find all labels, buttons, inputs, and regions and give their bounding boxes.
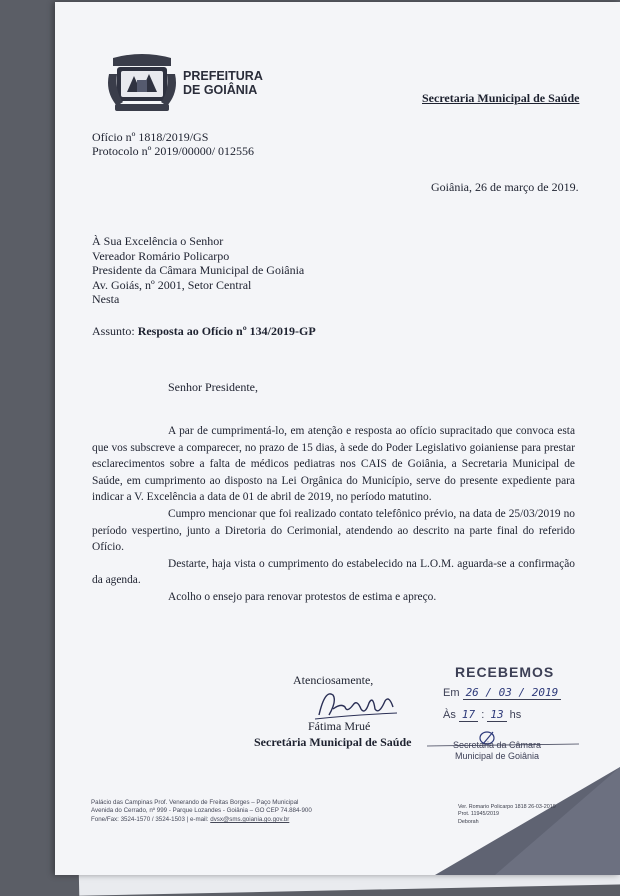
stamp-footer-line: Secretaria da Câmara	[453, 740, 542, 750]
stamp-footer	[453, 740, 541, 762]
city-coat-of-arms-logo	[107, 52, 177, 114]
body-paragraph: Destarte, haja vista o cumprimento do estabelecido na L.O.M. aguarda-se a confirmação da agenda.	[92, 557, 575, 587]
body-paragraph: Acolho o ensejo para renovar protestos de estima e apreço.	[168, 590, 437, 603]
date-line: Goiânia, 26 de março de 2019.	[431, 180, 579, 194]
department-header: Secretaria Municipal de Saúde	[422, 91, 580, 105]
protocol-number: Protocolo nº 2019/00000/ 012556	[92, 144, 255, 158]
stamp-time-separator: :	[481, 709, 485, 721]
stamp-footer-line: Municipal de Goiânia	[454, 751, 540, 761]
routing-note-line: Ver. Romario Policarpo 1818 26-03-2019	[458, 804, 556, 810]
city-hall-wordmark	[183, 69, 263, 97]
recipient-line: Av. Goiás, nº 2001, Setor Central	[92, 277, 252, 292]
oficio-number: Ofício nº 1818/2019/GS	[92, 130, 209, 144]
recipient-line: Presidente da Câmara Municipal de Goiânia	[92, 263, 305, 277]
footer-line: Avenida do Cerrado, nº 999 - Parque Lozandes - Goiânia – GO CEP 74.884-900	[91, 807, 312, 815]
recipient-block	[92, 234, 304, 307]
stamp-hour: 17	[459, 708, 478, 722]
page-footer	[91, 799, 312, 824]
stamp-date-row	[443, 686, 561, 699]
footer-line	[91, 816, 312, 824]
footer-line: Palácio das Campinas Prof. Venerando de Freitas Borges – Paço Municipal	[91, 799, 299, 806]
reference-block	[92, 130, 254, 158]
recipient-line: À Sua Excelência o Senhor	[92, 234, 224, 248]
footer-phone: Fone/Fax: 3524-1570 / 3524-1503 | e-mail:	[91, 815, 211, 823]
subject-value: Resposta ao Ofício nº 134/2019-GP	[137, 324, 316, 338]
received-stamp	[423, 662, 588, 774]
wordmark-line-2: DE GOIÂNIA	[183, 83, 258, 97]
letter-body	[92, 423, 575, 606]
salutation: Senhor Presidente,	[168, 380, 258, 394]
routing-note-line: Deborah	[458, 818, 479, 825]
routing-note	[458, 804, 556, 826]
stamp-date-label: Em	[443, 687, 460, 699]
closing-line: Atenciosamente,	[293, 673, 374, 687]
stamp-time-suffix: hs	[509, 709, 522, 721]
letter-page	[55, 2, 620, 875]
body-paragraph: Cumpro mencionar que foi realizado contato telefônico prévio, na data de 25/03/2019 no período vespertino, junto a Diretoria do Cerimonial, atendendo ao descrito na parte final do referido Ofício.	[92, 507, 575, 554]
recipient-line: Nesta	[92, 292, 120, 306]
signer-name: Fátima Mrué	[308, 719, 371, 733]
stamp-date-value: 26 / 03 / 2019	[463, 686, 562, 700]
stamp-title: RECEBEMOS	[455, 664, 555, 680]
stamp-minute: 13	[487, 708, 506, 722]
subject-label: Assunto:	[92, 324, 138, 338]
footer-email-link[interactable]: dvsx@sms.goiania.go.gov.br	[210, 815, 290, 823]
routing-note-line: Prot. 11945/2019	[458, 811, 499, 818]
recipient-line: Vereador Romário Policarpo	[92, 248, 230, 263]
body-paragraph: A par de cumprimentá-lo, em atenção e resposta ao ofício supracitado que convoca esta que vos subscreve a comparecer, no prazo de 15 dias, à sede do Poder Legislativo goianiense para prestar esclarecimentos sobre a falta de médicos pediatras nos CAIS de Goiânia, a Secretaria Municipal de Saúde, em cumprimento ao disposto na Lei Orgânica do Município, serve do presente expediente para indicar a V. Excelência a data de 01 de abril de 2019, no período matutino.	[92, 425, 575, 504]
stamp-time-label: Às	[443, 709, 456, 721]
stamp-time-row	[443, 708, 521, 721]
wordmark-line-1: PREFEITURA	[183, 69, 263, 83]
signer-department: Secretária Municipal de Saúde	[254, 735, 412, 749]
subject-line	[92, 324, 316, 339]
